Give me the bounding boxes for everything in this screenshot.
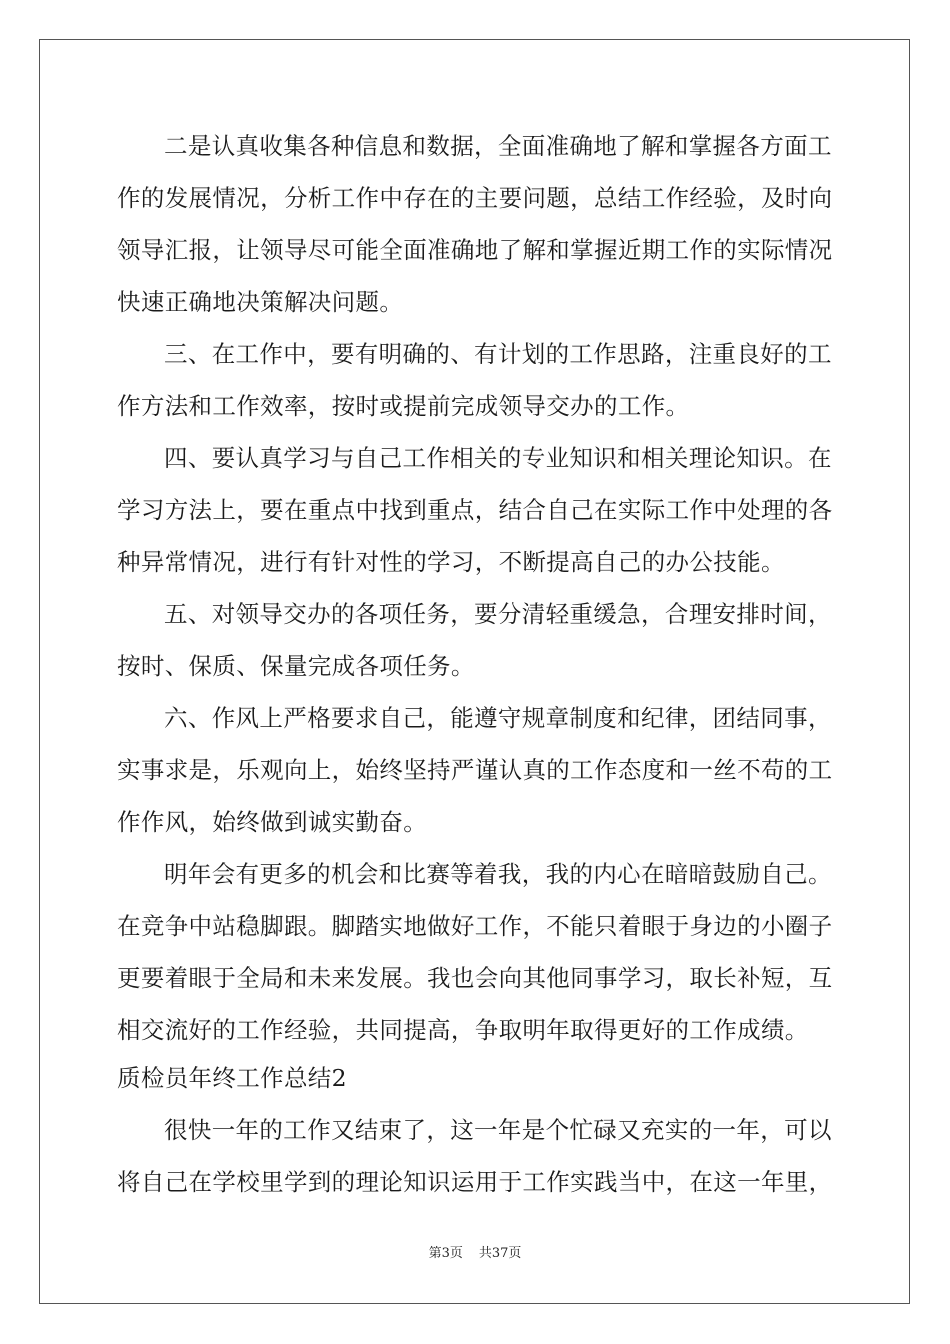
paragraph-line: 更要着眼于全局和未来发展。我也会向其他同事学习，取长补短，互: [117, 964, 833, 992]
paragraph-line: 在竞争中站稳脚跟。脚踏实地做好工作，不能只着眼于身边的小圈子: [117, 912, 833, 940]
paragraph-line: 作方法和工作效率，按时或提前完成领导交办的工作。: [117, 392, 690, 420]
paragraph-line: 领导汇报，让领导尽可能全面准确地了解和掌握近期工作的实际情况: [117, 236, 833, 264]
paragraph-line: 五、对领导交办的各项任务，要分清轻重缓急，合理安排时间，: [164, 600, 832, 628]
section-heading: 质检员年终工作总结2: [117, 1064, 347, 1092]
paragraph-line: 四、要认真学习与自己工作相关的专业知识和相关理论知识。在: [164, 444, 832, 472]
paragraph-line: 快速正确地决策解决问题。: [117, 288, 404, 316]
paragraph-line: 实事求是，乐观向上，始终坚持严谨认真的工作态度和一丝不苟的工: [117, 756, 833, 784]
page-footer: [0, 1245, 950, 1263]
paragraph-line: 三、在工作中，要有明确的、有计划的工作思路，注重良好的工: [164, 340, 832, 368]
paragraph-line: 二是认真收集各种信息和数据，全面准确地了解和掌握各方面工: [164, 132, 832, 160]
paragraph-line: 种异常情况，进行有针对性的学习，不断提高自己的办公技能。: [117, 548, 785, 576]
paragraph-line: 按时、保质、保量完成各项任务。: [117, 652, 475, 680]
page-number: 第3页: [428, 1246, 463, 1261]
paragraph-line: 学习方法上，要在重点中找到重点，结合自己在实际工作中处理的各: [117, 496, 833, 524]
paragraph-line: 很快一年的工作又结束了，这一年是个忙碌又充实的一年，可以: [164, 1116, 832, 1144]
paragraph-line: 作的发展情况，分析工作中存在的主要问题，总结工作经验，及时向: [117, 184, 833, 212]
paragraph-line: 将自己在学校里学到的理论知识运用于工作实践当中，在这一年里，: [117, 1168, 833, 1196]
paragraph-line: 相交流好的工作经验，共同提高，争取明年取得更好的工作成绩。: [117, 1016, 809, 1044]
paragraph-line: 六、作风上严格要求自己，能遵守规章制度和纪律，团结同事，: [164, 704, 832, 732]
paragraph-line: 作作风，始终做到诚实勤奋。: [117, 808, 428, 836]
paragraph-line: 明年会有更多的机会和比赛等着我，我的内心在暗暗鼓励自己。: [164, 860, 832, 888]
page-total: 共37页: [478, 1246, 522, 1261]
